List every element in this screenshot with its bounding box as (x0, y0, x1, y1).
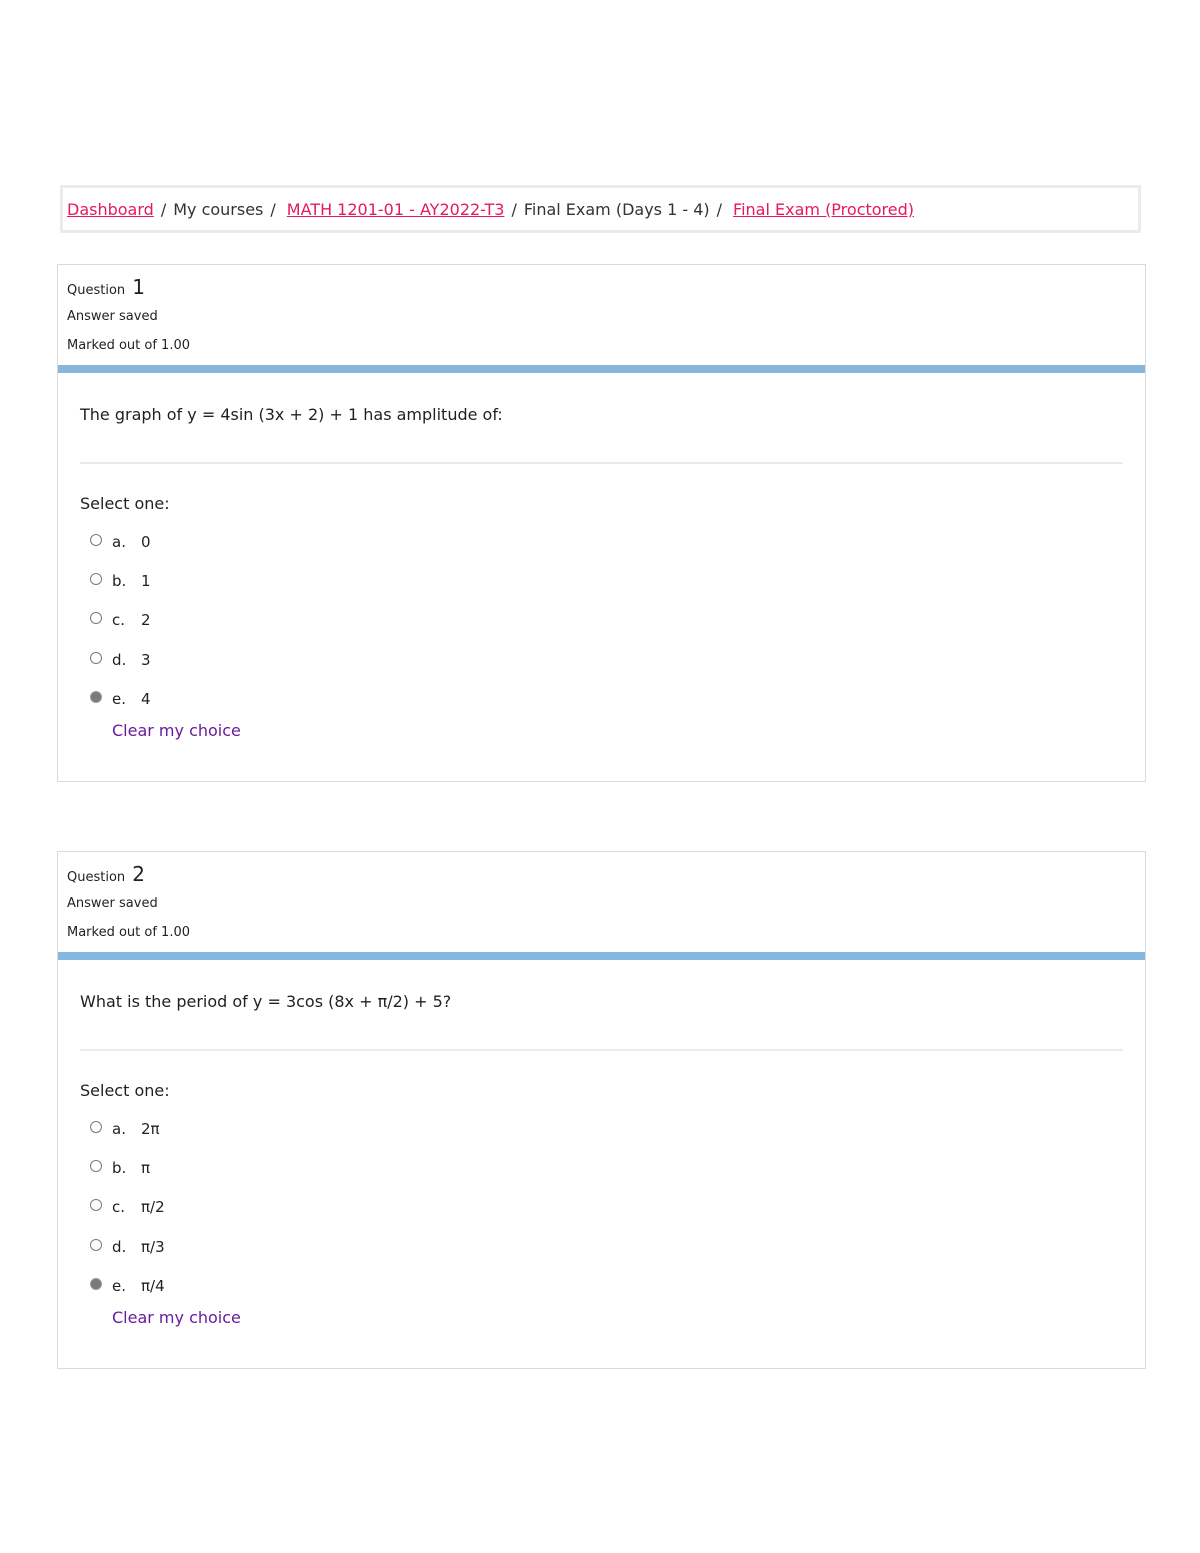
answer-letter: b. (112, 1158, 127, 1177)
answer-letter: c. (112, 1198, 126, 1217)
question-grade: Marked out of 1.00 (67, 925, 191, 940)
radio-button[interactable] (90, 1160, 102, 1172)
radio-button[interactable] (90, 1121, 102, 1133)
answer-value: 0 (141, 532, 151, 551)
answer-value: 4 (141, 689, 151, 708)
select-prompt: Select one: (80, 494, 170, 513)
answer-value: π/3 (141, 1237, 165, 1256)
question-state: Answer saved (67, 309, 158, 324)
answer-value: π (141, 1158, 151, 1177)
question-grade: Marked out of 1.00 (67, 338, 191, 353)
question-info (58, 265, 1145, 365)
question-content-bar (58, 952, 1145, 960)
answer-option-a[interactable] (80, 522, 1123, 561)
answer-option-e[interactable] (80, 1266, 1123, 1305)
radio-button[interactable] (90, 652, 102, 664)
clear-choice-link[interactable]: Clear my choice (112, 721, 241, 741)
question-label: Question (67, 870, 126, 885)
answer-option-d[interactable] (80, 1227, 1123, 1266)
question-state: Answer saved (67, 896, 158, 911)
question-label: Question (67, 283, 126, 298)
question-card (57, 264, 1146, 782)
breadcrumb-dashboard-link[interactable]: Dashboard (67, 199, 154, 219)
answer-letter: c. (112, 611, 126, 630)
answer-list (80, 1109, 1123, 1305)
answer-letter: e. (112, 1276, 126, 1295)
answer-option-c[interactable] (80, 1188, 1123, 1227)
radio-button-selected[interactable] (90, 1278, 102, 1290)
answer-letter: d. (112, 1237, 127, 1256)
radio-button[interactable] (90, 612, 102, 624)
question-content (58, 373, 1145, 740)
answer-option-b[interactable] (80, 561, 1123, 600)
radio-button[interactable] (90, 573, 102, 585)
answer-option-e[interactable] (80, 679, 1123, 718)
clear-choice-link[interactable]: Clear my choice (112, 1308, 241, 1328)
question-info (58, 852, 1145, 952)
question-number (67, 275, 145, 299)
question-divider (80, 462, 1123, 464)
answer-value: 2 (141, 611, 151, 630)
breadcrumb-section: Final Exam (Days 1 - 4) (523, 199, 710, 219)
breadcrumb-separator: / (716, 199, 723, 219)
question-card (57, 851, 1146, 1369)
breadcrumb-separator: / (270, 199, 276, 219)
answer-value: π/2 (141, 1198, 165, 1217)
answer-letter: a. (112, 532, 126, 551)
question-number-value: 2 (132, 862, 146, 886)
breadcrumb (60, 185, 1141, 233)
select-prompt: Select one: (80, 1081, 170, 1100)
question-divider (80, 1049, 1123, 1051)
question-text: The graph of y = 4sin (3x + 2) + 1 has amplitude of: (80, 405, 503, 424)
breadcrumb-my-courses: My courses (173, 199, 264, 219)
answer-option-a[interactable] (80, 1109, 1123, 1148)
answer-letter: a. (112, 1119, 126, 1138)
answer-letter: b. (112, 571, 127, 590)
question-text: What is the period of y = 3cos (8x + π/2) + 5? (80, 992, 452, 1011)
answer-value: π/4 (141, 1276, 165, 1295)
breadcrumb-course-link[interactable]: MATH 1201-01 - AY2022-T3 (286, 199, 505, 219)
question-content-bar (58, 365, 1145, 373)
breadcrumb-quiz-link[interactable]: Final Exam (Proctored) (733, 199, 915, 219)
answer-value: 2π (141, 1119, 160, 1138)
question-number-value: 1 (132, 275, 146, 299)
answer-option-d[interactable] (80, 640, 1123, 679)
answer-value: 1 (141, 571, 151, 590)
radio-button[interactable] (90, 1239, 102, 1251)
radio-button-selected[interactable] (90, 691, 102, 703)
breadcrumb-separator: / (160, 199, 167, 219)
answer-option-b[interactable] (80, 1148, 1123, 1187)
radio-button[interactable] (90, 534, 102, 546)
question-content (58, 960, 1145, 1327)
answer-letter: d. (112, 650, 127, 669)
radio-button[interactable] (90, 1199, 102, 1211)
answer-list (80, 522, 1123, 718)
answer-value: 3 (141, 650, 151, 669)
answer-letter: e. (112, 689, 126, 708)
question-number (67, 862, 145, 886)
breadcrumb-separator: / (511, 199, 517, 219)
answer-option-c[interactable] (80, 601, 1123, 640)
